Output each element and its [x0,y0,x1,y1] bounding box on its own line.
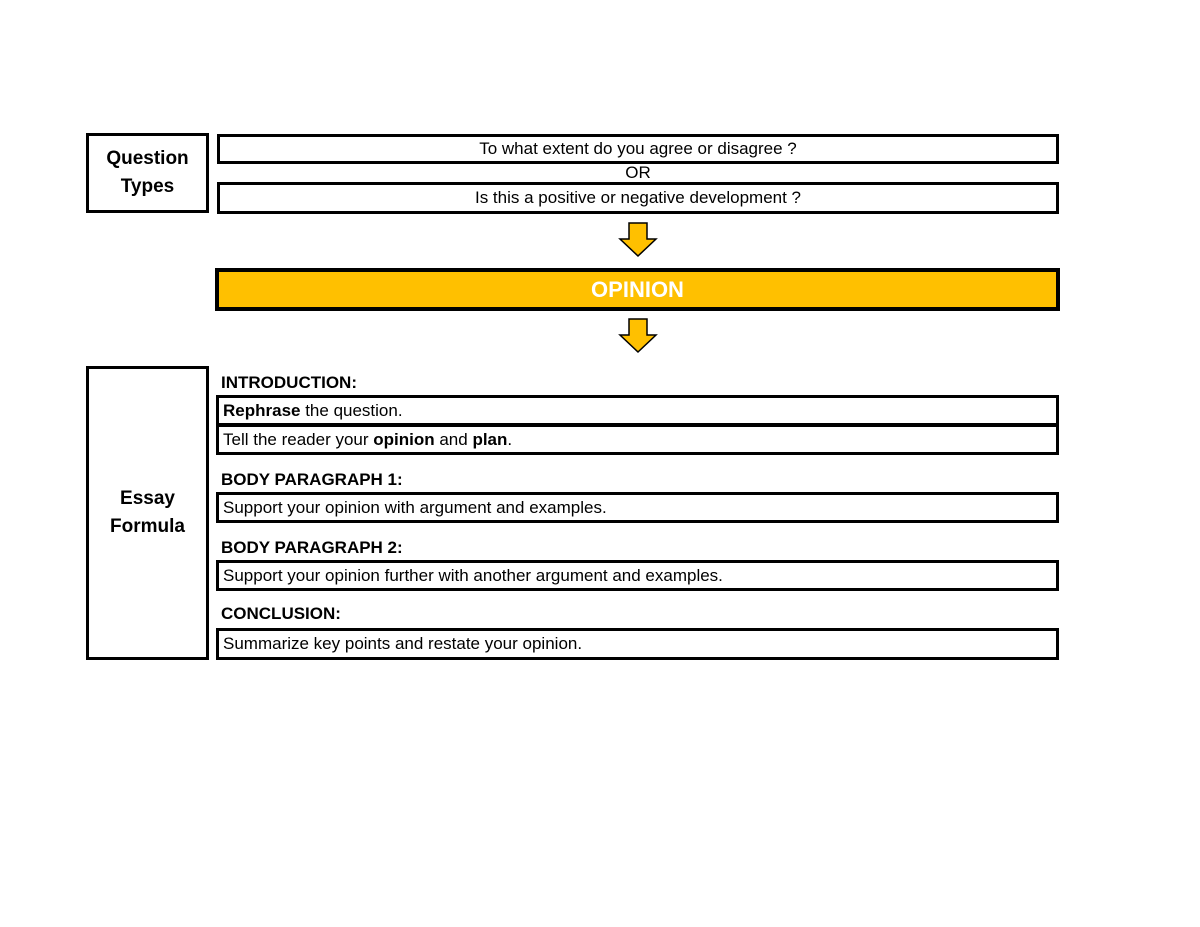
down-arrow-icon [618,318,658,354]
introduction-heading: INTRODUCTION: [221,373,357,392]
opinion-banner [215,268,1060,311]
body-paragraph-1-step [216,492,1059,523]
essay-formula-label-line2: Formula [110,516,185,537]
body-paragraph-2-step [216,560,1059,591]
introduction-step-1-text [223,401,403,421]
down-arrow-icon [618,222,658,258]
question-types-label-line1: Question [106,148,189,169]
introduction-step-1-rest: the question. [300,400,403,420]
introduction-step-2-part1: Tell the reader your [223,429,374,449]
question-1-text: To what extent do you agree or disagree ? [479,139,797,158]
essay-formula-label-box [86,366,209,660]
body-paragraph-2-text: Support your opinion further with another argument and examples. [223,565,723,585]
question-types-label-box [86,133,209,213]
introduction-step-2-part2: and [434,429,473,449]
opinion-bold: opinion [373,429,435,449]
conclusion-heading: CONCLUSION: [221,604,341,623]
question-types-label [106,145,188,201]
essay-formula-label [110,485,185,541]
essay-formula-label-line1: Essay [120,488,175,509]
body-paragraph-2-heading: BODY PARAGRAPH 2: [221,538,403,557]
rephrase-bold: Rephrase [223,400,301,420]
question-2-text: Is this a positive or negative development ? [474,188,802,207]
plan-bold: plan [472,429,508,449]
body-paragraph-1-heading: BODY PARAGRAPH 1: [221,470,403,489]
opinion-label: OPINION [591,276,684,302]
question-1-box [217,134,1059,164]
body-paragraph-1-text: Support your opinion with argument and examples. [223,497,607,517]
question-types-label-line2: Types [120,176,175,197]
introduction-step-2-part3: . [507,429,513,449]
conclusion-text: Summarize key points and restate your opinion. [223,634,583,653]
question-2-box [217,182,1059,214]
introduction-step-1 [216,395,1059,426]
or-text: OR [625,163,651,182]
introduction-step-2-text [223,430,512,450]
introduction-step-2 [216,424,1059,455]
conclusion-step [216,628,1059,660]
